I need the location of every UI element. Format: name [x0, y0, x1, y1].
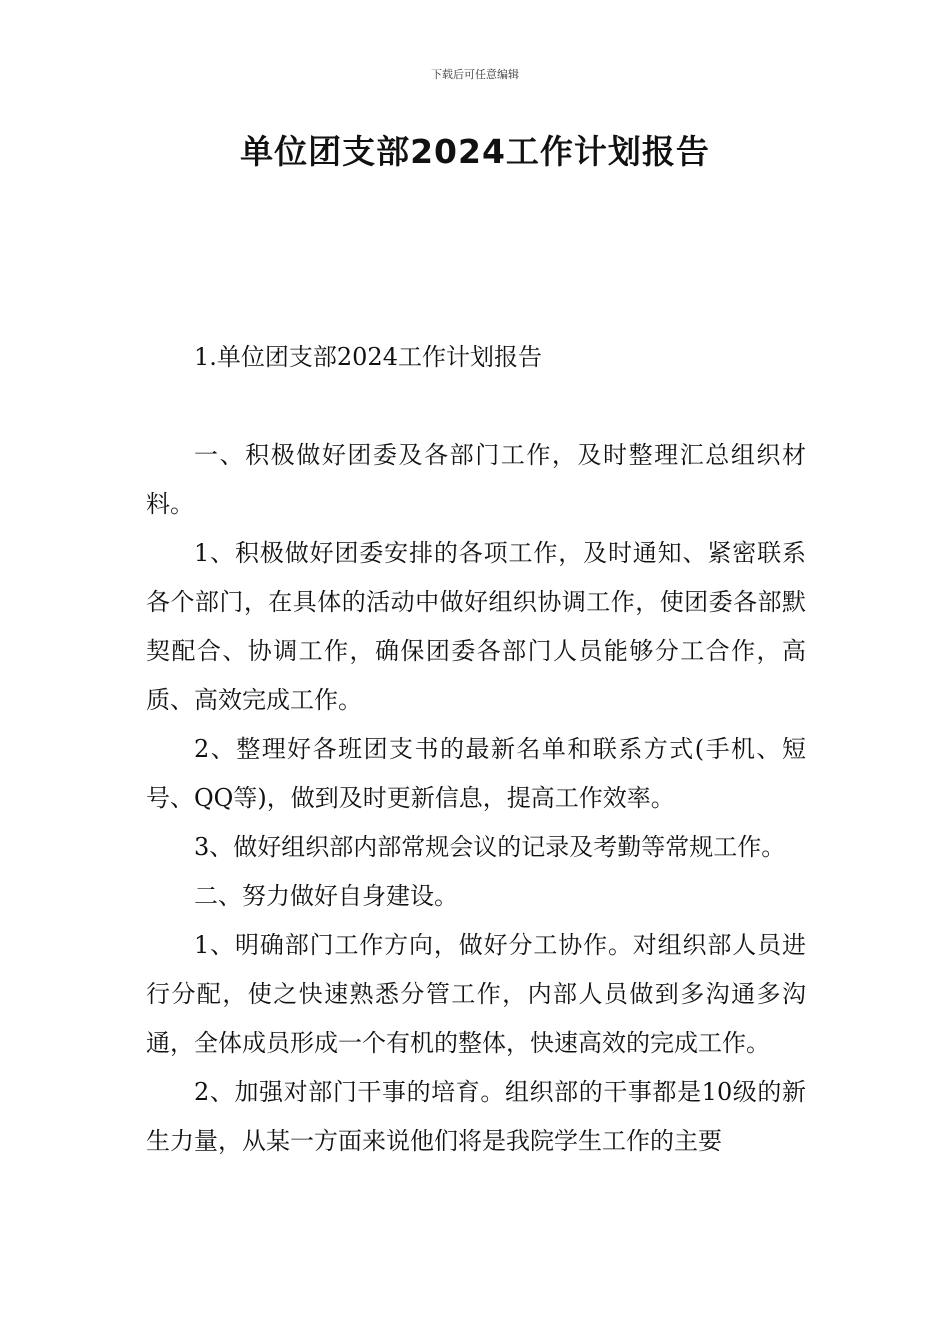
paragraph: 2、整理好各班团支书的最新名单和联系方式(手机、短号、QQ等)，做到及时更新信息，提高工作效率。 [146, 735, 806, 812]
paragraph: 1、明确部门工作方向，做好分工协作。对组织部人员进行分配，使之快速熟悉分管工作，内部人员做到多沟通多沟通，全体成员形成一个有机的整体，快速高效的完成工作。 [146, 931, 806, 1057]
document-title: 单位团支部2024工作计划报告 [240, 132, 710, 171]
document-body [146, 333, 806, 1166]
header-note: 下载后可任意编辑 [431, 68, 519, 81]
paragraph: 一、积极做好团委及各部门工作，及时整理汇总组织材料。 [146, 441, 806, 518]
paragraph: 2、加强对部门干事的培育。组织部的干事都是10级的新生力量，从某一方面来说他们将是我院学生工作的主要 [146, 1078, 806, 1155]
section-heading: 1.单位团支部2024工作计划报告 [194, 343, 542, 371]
paragraph: 3、做好组织部内部常规会议的记录及考勤等常规工作。 [194, 833, 786, 861]
paragraph: 二、努力做好自身建设。 [194, 882, 458, 910]
paragraph: 1、积极做好团委安排的各项工作，及时通知、紧密联系各个部门，在具体的活动中做好组织协调工作，使团委各部默契配合、协调工作，确保团委各部门人员能够分工合作，高质、高效完成工作。 [146, 539, 806, 714]
